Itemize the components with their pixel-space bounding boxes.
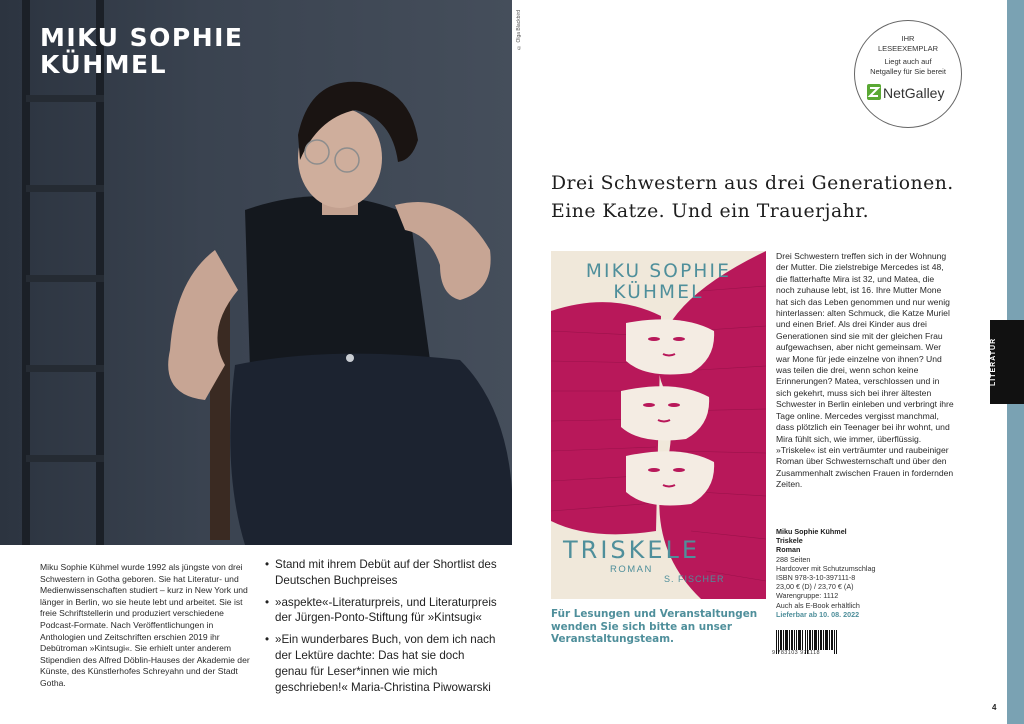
- button: [346, 354, 354, 362]
- bib-delivery-date: Lieferbar ab 10. 08. 2022: [776, 609, 860, 619]
- cover-author: [551, 261, 766, 303]
- badge-line2: LESEEXEMPLAR: [877, 43, 939, 53]
- book-cover: [551, 251, 766, 599]
- bib-title: Triskele: [776, 536, 803, 546]
- bibliographic-info: [776, 527, 954, 619]
- events-note: Für Lesungen und Veranstaltungen wenden Sie sich bitte an unser Veranstaltungsteam.: [551, 608, 758, 645]
- badge-line1: IHR: [901, 34, 915, 43]
- bib-product-group: Warengruppe: 1112: [776, 591, 839, 601]
- bib-price: 23,00 € (D) / 23,70 € (A): [776, 582, 854, 592]
- netgalley-logo-text: NetGalley: [883, 85, 945, 101]
- award-item: • Stand mit ihrem Debüt auf der Shortlist des Deutschen Buchpreises: [265, 557, 497, 589]
- bib-isbn: ISBN 978-3-10-397111-8: [776, 573, 856, 583]
- author-photo: [0, 0, 512, 545]
- netgalley-badge[interactable]: [854, 20, 962, 128]
- author-bio: Miku Sophie Kühmel wurde 1992 als jüngste von drei Schwestern in Gotha geboren. Sie hat Literatur- und Medienwissenschaften studiert – kurz in New York und länger in Berlin, wo sie heute lebt und arbeitet. Sie ist freie Schriftstellerin und produziert verschiedene Podcast-Formate. Nach Veröffentlichungen in Anthologien und Zeitschriften erschien 2019 ihr Debütroman »Kintsugi«. Sie erhielt unter anderem Stipendien des Alfred Döblin-Hauses der Akademie der Künste, des Künstlerhofes Schreyahn und der Stadt Gotha.: [40, 562, 250, 688]
- awards-list: [265, 557, 497, 701]
- cover-title: TRISKELE: [563, 536, 701, 564]
- badge-line-bottom: [855, 57, 961, 77]
- portrait-figure: [0, 0, 512, 545]
- barcode-digits: 9 783103 971118: [772, 650, 821, 656]
- cover-author-line1: MIKU SOPHIE: [585, 261, 732, 282]
- dark-skirt: [230, 354, 512, 545]
- author-name-line2: KÜHMEL: [40, 50, 168, 79]
- cover-publisher: S. FISCHER: [664, 574, 725, 584]
- netgalley-logo-icon: [867, 82, 951, 102]
- cover-genre: ROMAN: [610, 564, 653, 575]
- bib-ebook: Auch als E-Book erhältlich: [776, 600, 860, 610]
- cover-author-line2: KÜHMEL: [613, 282, 704, 303]
- badge-line3: Liegt auch auf: [884, 57, 932, 66]
- headline-line1: Drei Schwestern aus drei Generationen.: [551, 173, 954, 194]
- photo-credit: © Olga Blackbird: [516, 10, 522, 50]
- bib-binding: Hardcover mit Schutzumschlag: [776, 563, 876, 573]
- award-item: • »Ein wunderbares Buch, von dem ich nach der Lektüre dachte: Das hat sie doch genau für Leser*innen wie mich geschrieben!« Maria-Christina Piwowarski: [265, 632, 497, 695]
- section-tab[interactable]: [990, 320, 1024, 404]
- bib-author: Miku Sophie Kühmel: [776, 527, 847, 536]
- book-blurb: Drei Schwestern treffen sich in der Wohnung der Mutter. Die zielstrebige Mercedes ist 48, die flatterhafte Mira ist 32, und Matea, die noch zuhause lebt, ist 16. Ihre Mutter Mone hat sich das Leben genommen und nur wenig hinterlassen: alten Schmuck, die Katze Muriel und einen Brief. Als drei Kinder aus drei Generationen sind sie mit der gleichen Frau aufgewachsen, aber nicht gemeinsam. Wer war Mone für jede einzelne von ihnen? Und was teilen die drei, wenn schon keine Erinnerungen? Matea, verschlossen und in sich gekehrt, muss sich bei ihrer ältesten Schwester in Berlin einleben und verbringt ihre Tage online. Mercedes vergisst manchmal, dass plötzlich ein Teenager bei ihr wohnt, und Mira fühlt sich, wie immer, überflüssig. »Triskele« ist ein verträumter und raubeiniger Roman über Schwesternschaft und über den Zusammenhalt zwischen Frauen in fordernden Zeiten.: [776, 251, 954, 490]
- headline: [551, 170, 954, 226]
- author-name: [40, 24, 244, 78]
- award-item: • »aspekte«-Literaturpreis, und Literaturpreis der Jürgen-Ponto-Stiftung für »Kintsugi«: [265, 595, 497, 627]
- page-number: 4: [992, 703, 997, 712]
- badge-line4: Netgalley für Sie bereit: [870, 67, 946, 76]
- bib-genre: Roman: [776, 545, 801, 555]
- badge-line-top: [855, 34, 961, 53]
- section-tab-label: LITERATUR: [990, 337, 997, 387]
- author-name-line1: MIKU SOPHIE: [40, 23, 244, 52]
- headline-line2: Eine Katze. Und ein Trauerjahr.: [551, 201, 870, 222]
- bib-pages: 288 Seiten: [776, 554, 811, 564]
